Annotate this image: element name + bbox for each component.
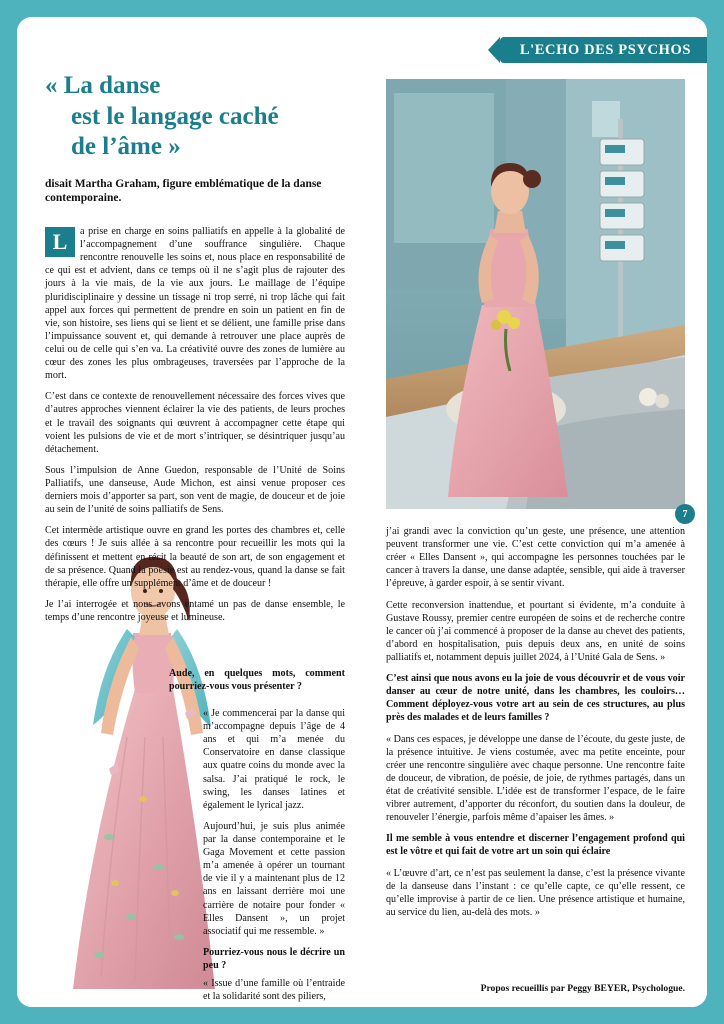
article-credit: Propos recueillis par Peggy BEYER, Psychologue. bbox=[480, 983, 685, 994]
page-inner bbox=[17, 17, 707, 1007]
interview-answer-1a: « Je commencerai par la danse qui m’accompagne depuis l’âge de 4 ans et qui m’a menée du Conservatoire en danse classique aux quatre coins du monde avec la salsa. J’ai pratiqué le rock, le swing, les danses latines et également le lyrical jazz. bbox=[203, 708, 345, 811]
drop-cap: L bbox=[45, 227, 75, 257]
photo-bedside-dance bbox=[386, 79, 685, 509]
right-question-1: C’est ainsi que nous avons eu la joie de vous découvrir et de vous voir danser au cœur de notre unité, dans les chambres, les couloirs… Comment déployez-vous votre art au sein de ces structures, au plus près des malades et de leurs familles ? bbox=[386, 673, 685, 724]
right-question-2: Il me semble à vous entendre et discerner l’engagement profond qui est le vôtre et qui fait de votre art un soin qui éclaire bbox=[386, 833, 685, 858]
photo-bedside-dance-graphic bbox=[386, 79, 685, 509]
interview-question-1: Aude, en quelques mots, comment pourriez-vous vous présenter ? bbox=[169, 668, 345, 693]
paragraph-4: Cet intermède artistique ouvre en grand les portes des chambres et, celle des cœurs ! Je suis allée à sa rencontre pour recueillir les mots qui la définissent et mettent en récit la beauté de son art, de son engagement et de sa présence. Quand la poésie est au rendez-vous, quand la danse se fait thérapie, elle offre un supplément d’âme et de douceur ! bbox=[45, 525, 345, 589]
interview-answer-1b: Aujourd’hui, je suis plus animée par la danse contemporaine et le Gaga Movement et cette passion m’a amenée à opérer un tournant de vie il y a maintenant plus de 12 ans en laissant derrière moi une carrière de notaire pour fonder « Elles Dansent », un projet associatif qui me ressemble. » bbox=[203, 820, 345, 937]
interview-q1-block bbox=[169, 667, 345, 698]
page-subtitle: disait Martha Graham, figure emblématique de la danse contemporaine. bbox=[45, 177, 322, 205]
right-answer-1: « Dans ces espaces, je développe une danse de l’écoute, du geste juste, de la présence intuitive. Je viens costumée, avec ma petite enceinte, pour créer une rencontre singulière avec chaque personne. Une rencontre faite de douceur, de vibration, de poésie, de joie, de rythmes partagés, dans un état de créativité sensible. L’idée est de transformer l’espace, de le faire vibrer autrement, d’apporter du réconfort, du soutien dans la douleur, de renouveler l’énergie, parfois même d’apaiser les âmes. » bbox=[386, 733, 685, 824]
section-banner bbox=[500, 37, 707, 63]
right-paragraph-2: Cette reconversion inattendue, et pourtant si évidente, m’a conduite à Gustave Roussy, premier centre européen de soins et de recherche contre le cancer où j’ai commencé à proposer de la danse au chevet des patients, d’abord en hospitalisation, puis depuis deux ans, en unité de soins palliatifs et, notamment depuis juillet 2024, à l’Unité Gala de Sens. » bbox=[386, 599, 685, 663]
paragraph-3: Sous l’impulsion de Anne Guedon, responsable de l’Unité de Soins Palliatifs, une danseuse, Aude Michon, est ainsi venue proposer ces derniers mois d’apporter sa part, son vent de magie, de douceur et de joie au sein de l’unité de soins palliatifs de Sens. bbox=[45, 464, 345, 516]
paragraph-5: Je l’ai interrogée et nous avons entamé un pas de danse ensemble, le temps d’une rencontre joyeuse et lumineuse. bbox=[45, 598, 345, 623]
section-banner-label: L'ECHO DES PSYCHOS bbox=[519, 41, 691, 58]
right-answer-2: « L’œuvre d’art, ce n’est pas seulement la danse, c’est la présence vivante de la danseuse dans l’instant : ce qu’elle capte, ce qu’elle ressent, ce qu’elle improvise à partir de ce lien. Une présence artistique et humaine, au service du lien, au-delà des mots. » bbox=[386, 867, 685, 918]
magazine-page bbox=[14, 14, 710, 1010]
page-number: 7 bbox=[675, 504, 695, 524]
interview-answer-2: « Issue d’une famille où l’entraide et la solidarité sont des piliers, bbox=[203, 978, 345, 1003]
paragraph-2: C’est dans ce contexte de renouvellement nécessaire des forces vives que d’autres approches viennent éclairer la vie des patients, de leurs proches et le travail des soignants qui œuvrent à accompagner cette étape qui voient les pulsions de vie et de mort s’intriquer, se désintriquer jusqu’au détachement. bbox=[45, 391, 345, 455]
paragraph-1-text: a prise en charge en soins palliatifs en appelle à la globalité de l’accompagnement d’une souffrance singulière. Chaque rencontre renouvelle les soins et, nous place en responsabilité de ce qui est et advient, dans ce temps où il ne s’agit plus de rajouter des jours à la vie mais, de la vie aux jours. Le maillage de l’équipe pluridisciplinaire y dessine un tissage ni trop serré, ni trop lâche qui fait appel aux forces qui permettent de prendre en soin un patient en fin de vie, son histoire, ses liens qui se lient et se délient, une famille prise dans l’impuissance souvent et, qui demande à retrouver une place auprès de celui ou de celle qui s’en va. La créativité ouvre des zones de lumière au cœur des zones les plus ombrageuses, traversées par l’approche de la mort. bbox=[45, 226, 345, 382]
article-right-column bbox=[386, 525, 685, 927]
page-title bbox=[45, 71, 345, 163]
page-title-line3: de l’âme » bbox=[71, 133, 181, 160]
page-title-line1: « La danse bbox=[45, 72, 161, 99]
interview-answers-block bbox=[203, 707, 345, 1010]
article-left-column bbox=[45, 225, 345, 632]
interview-question-2: Pourriez-vous nous le décrire un peu ? bbox=[203, 946, 345, 971]
page-title-line2: est le langage caché bbox=[71, 102, 279, 130]
paragraph-1 bbox=[45, 225, 345, 382]
right-paragraph-1: j’ai grandi avec la conviction qu’un geste, une présence, une attention peuvent transformer une vie. C’est cette conviction qui m’a amenée à créer « Elles Dansent », qui accompagne les personnes touchées par le cancer à travers la danse, une danse adaptée, sensible, qui aide à traverser l’épreuve, à garder espoir, à se sentir vivant. bbox=[386, 526, 685, 590]
